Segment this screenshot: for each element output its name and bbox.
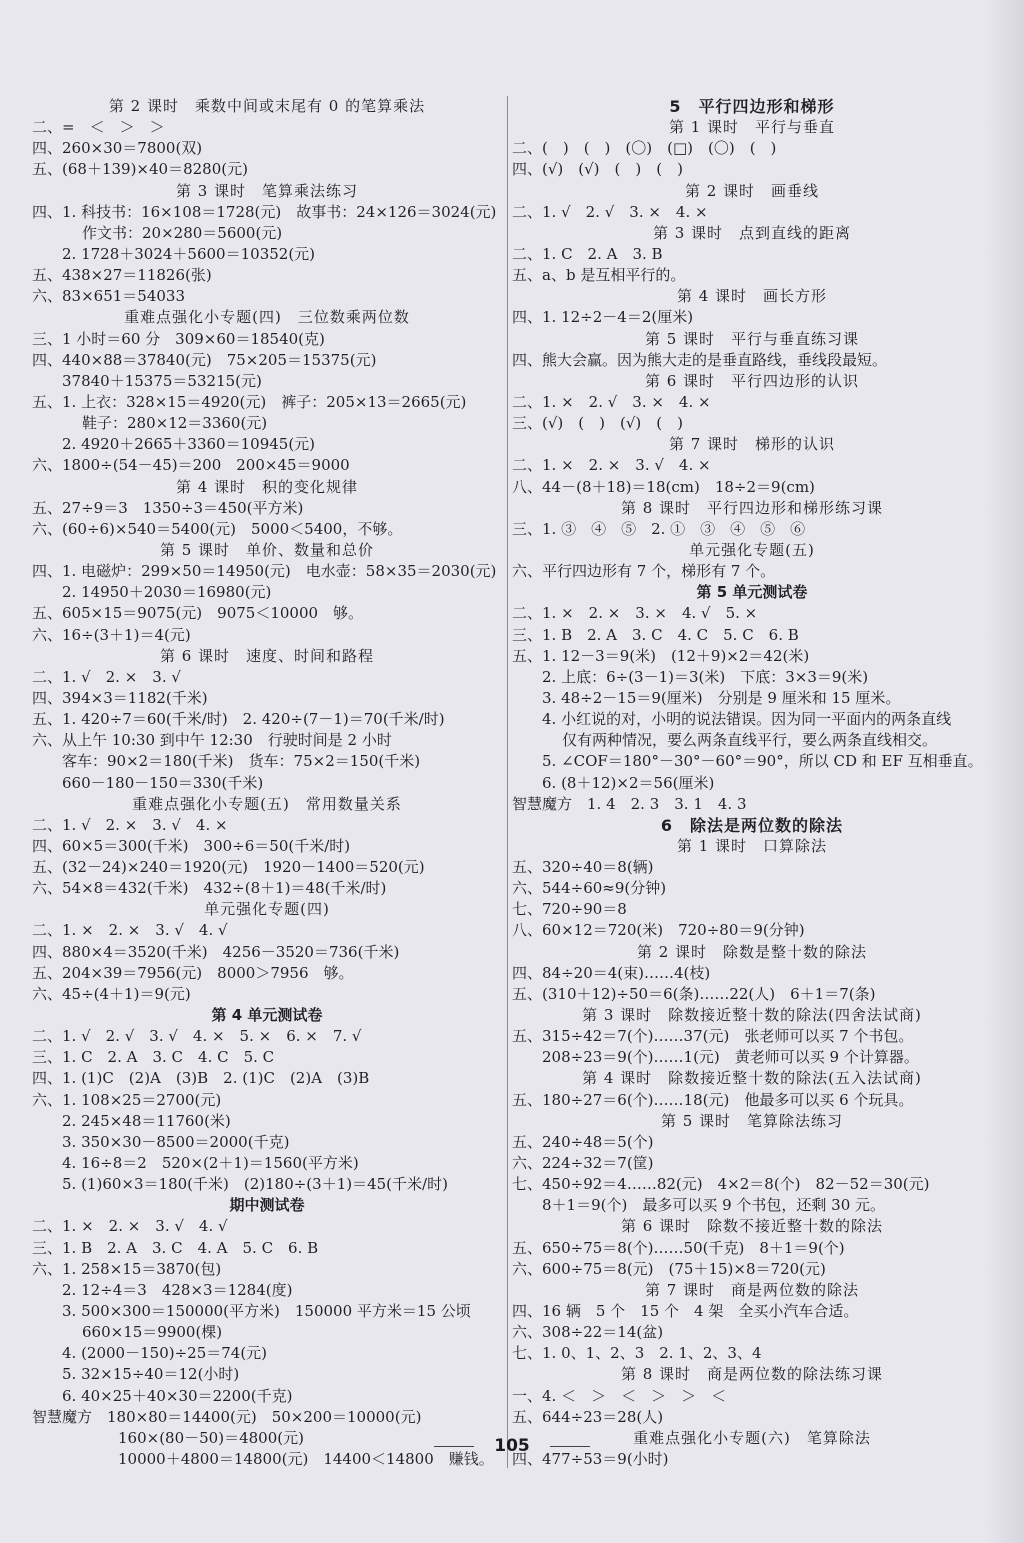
section-heading: 重难点强化小专题(四) 三位数乘两位数 xyxy=(124,308,410,327)
section-heading: 第 6 课时 除数不接近整十数的除法 xyxy=(620,1217,884,1236)
answer-line: 5. 32×15÷40＝12(小时) xyxy=(62,1365,240,1384)
section-heading: 第 4 单元测试卷 xyxy=(211,1006,323,1025)
answer-line: 八、60×12＝720(米) 720÷80＝9(分钟) xyxy=(512,921,805,940)
section-heading: 第 2 课时 画垂线 xyxy=(684,181,820,200)
answer-line: 10000＋4800＝14800(元) 14400＜14800 赚钱。 xyxy=(118,1450,494,1468)
answer-line: 2. 12÷4＝3 428×3＝1284(度) xyxy=(62,1280,293,1299)
answer-line: 五、204×39＝7956(元) 8000＞7956 够。 xyxy=(32,963,354,982)
answer-line: 五、1. 12－3＝9(米) (12＋9)×2＝42(米) xyxy=(512,646,810,665)
answer-line: 四、477÷53＝9(小时) xyxy=(512,1450,669,1468)
section-heading: 6 除法是两位数的除法 xyxy=(660,815,844,835)
answer-line: 4. (2000－150)÷25＝74(元) xyxy=(62,1344,268,1363)
section-heading: 第 7 课时 梯形的认识 xyxy=(668,435,836,454)
answer-line: 5. ∠COF＝180°－30°－60°＝90°，所以 CD 和 EF 互相垂直。 xyxy=(542,752,983,771)
section-heading: 第 5 课时 平行与垂直练习课 xyxy=(644,329,860,348)
section-heading: 5 平行四边形和梯形 xyxy=(669,97,835,116)
answer-line: 六、平行四边形有 7 个，梯形有 7 个。 xyxy=(512,562,776,581)
answer-line: 六、45÷(4＋1)＝9(元) xyxy=(32,984,191,1003)
section-heading: 第 4 课时 除数接近整十数的除法(五入法试商) xyxy=(582,1069,922,1088)
answer-line: 2. 上底：6÷(3－1)＝3(米) 下底：3×3＝9(米) xyxy=(542,667,869,686)
section-heading: 第 7 课时 商是两位数的除法 xyxy=(644,1280,860,1299)
answer-line: 二、1. √ 2. × 3. √ 4. × xyxy=(32,815,228,834)
answer-line: 五、320÷40＝8(辆) xyxy=(512,858,654,877)
section-heading: 第 8 课时 平行四边形和梯形练习课 xyxy=(620,498,884,517)
answer-line: 三、1. B 2. A 3. C 4. C 5. C 6. B xyxy=(512,625,799,644)
answer-line: 客车：90×2＝180(千米) 货车：75×2＝150(千米) xyxy=(62,752,421,771)
answer-line: 二、1. × 2. × 3. × 4. √ 5. × xyxy=(512,604,758,623)
answer-line: 四、(√) (√) ( ) ( ) xyxy=(512,160,683,179)
answer-line: 四、440×88＝37840(元) 75×205＝15375(元) xyxy=(32,350,377,369)
answer-line: 五、180÷27＝6(个)……18(元) 他最多可以买 6 个玩具。 xyxy=(512,1090,914,1109)
answer-line: 2. 1728＋3024＋5600＝10352(元) xyxy=(62,244,316,263)
section-heading: 第 4 课时 积的变化规律 xyxy=(175,477,359,496)
section-heading: 重难点强化小专题(五) 常用数量关系 xyxy=(132,794,402,813)
section-heading: 期中测试卷 xyxy=(229,1196,305,1215)
answer-line: 五、240÷48＝5(个) xyxy=(512,1132,654,1151)
section-heading: 第 5 课时 笔算除法练习 xyxy=(660,1111,844,1130)
answer-line: 四、熊大会赢。因为熊大走的是垂直路线，垂线段最短。 xyxy=(512,350,888,369)
answer-line: 五、315÷42＝7(个)……37(元) 张老师可以买 7 个书包。 xyxy=(512,1027,914,1046)
answer-line: 六、1. 108×25＝2700(元) xyxy=(32,1090,222,1109)
answer-line: 五、(310＋12)÷50＝6(条)……22(人) 6＋1＝7(条) xyxy=(512,984,876,1003)
footer-dash-right xyxy=(550,1446,590,1447)
answer-line: 五、a、b 是互相平行的。 xyxy=(512,266,686,285)
answer-line: 六、83×651＝54033 xyxy=(32,287,186,306)
section-heading: 第 3 课时 除数接近整十数的除法(四舍法试商) xyxy=(582,1006,922,1025)
answer-line: 二、1. × 2. × 3. √ 4. √ xyxy=(32,921,228,940)
answer-line: 3. 500×300＝150000(平方米) 150000 平方米＝15 公顷 xyxy=(62,1302,471,1321)
answer-column-right xyxy=(512,96,992,1470)
answer-line: 四、1. 科技书：16×108＝1728(元) 故事书：24×126＝3024(元) xyxy=(32,202,497,221)
section-heading: 第 4 课时 画长方形 xyxy=(676,287,828,306)
answer-line: 六、1. 258×15＝3870(包) xyxy=(32,1259,222,1278)
answer-line: 2. 14950＋2030＝16980(元) xyxy=(62,583,272,602)
answer-line: 智慧魔方 1. 4 2. 3 3. 1 4. 3 xyxy=(512,794,747,813)
page-footer xyxy=(0,1436,1024,1456)
answer-line: 三、1. ③ ④ ⑤ 2. ① ③ ④ ⑤ ⑥ xyxy=(512,519,806,538)
answer-line: 四、260×30＝7800(双) xyxy=(32,139,203,158)
answer-line: 208÷23＝9(个)……1(元) 黄老师可以买 9 个计算器。 xyxy=(542,1048,919,1067)
answer-line: 五、(32－24)×240＝1920(元) 1920－1400＝520(元) xyxy=(32,858,425,877)
answer-line: 六、544÷60≈9(分钟) xyxy=(512,879,667,898)
answer-line: 作文书：20×280＝5600(元) xyxy=(82,223,283,242)
answer-line: 四、1. 电磁炉：299×50＝14950(元) 电水壶：58×35＝2030(元) xyxy=(32,562,497,581)
answer-line: 三、(√) ( ) (√) ( ) xyxy=(512,414,683,433)
answer-line: 2. 4920＋2665＋3360＝10945(元) xyxy=(62,435,316,454)
column-divider xyxy=(507,96,508,1468)
answer-line: 三、1. C 2. A 3. C 4. C 5. C xyxy=(32,1048,275,1067)
section-heading: 第 8 课时 商是两位数的除法练习课 xyxy=(620,1365,884,1384)
answer-line: 37840＋15375＝53215(元) xyxy=(62,371,262,390)
section-heading: 单元强化专题(五) xyxy=(689,540,815,559)
answer-line: 二、1. √ 2. √ 3. √ 4. × 5. × 6. × 7. √ xyxy=(32,1027,362,1046)
answer-line: 六、224÷32＝7(筐) xyxy=(512,1154,654,1173)
section-heading: 第 6 课时 速度、时间和路程 xyxy=(159,646,375,665)
answer-line: 六、54×8＝432(千米) 432÷(8＋1)＝48(千米/时) xyxy=(32,879,387,898)
answer-line: 二、1. √ 2. √ 3. × 4. × xyxy=(512,202,708,221)
answer-line: 二、1. × 2. √ 3. × 4. × xyxy=(512,392,711,411)
answer-line: 五、(68＋139)×40＝8280(元) xyxy=(32,160,248,179)
answer-line: 四、1. (1)C (2)A (3)B 2. (1)C (2)A (3)B xyxy=(32,1069,370,1088)
answer-line: 二、1. × 2. × 3. √ 4. × xyxy=(512,456,711,475)
answer-line: 3. 350×30－8500＝2000(千克) xyxy=(62,1132,290,1151)
section-heading: 重难点强化小专题(六) 笔算除法 xyxy=(633,1428,871,1447)
section-heading: 第 2 课时 除数是整十数的除法 xyxy=(636,942,868,961)
section-heading: 第 5 课时 单价、数量和总价 xyxy=(159,540,375,559)
answer-line: 6. 40×25＋40×30＝2200(千克) xyxy=(62,1386,293,1405)
section-heading: 第 1 课时 平行与垂直 xyxy=(668,118,836,137)
answer-line: 智慧魔方 180×80＝14400(元) 50×200＝10000(元) xyxy=(32,1407,422,1426)
answer-line: 仅有两种情况，要么两条直线平行，要么两条直线相交。 xyxy=(562,731,938,750)
answer-line: 六、600÷75＝8(元) (75＋15)×8＝720(元) xyxy=(512,1259,826,1278)
answer-line: 四、60×5＝300(千米) 300÷6＝50(千米/时) xyxy=(32,836,351,855)
answer-line: 5. (1)60×3＝180(千米) (2)180÷(3＋1)＝45(千米/时) xyxy=(62,1175,448,1194)
answer-line: 七、720÷90＝8 xyxy=(512,900,627,919)
answer-line: 七、1. 0、1、2、3 2. 1、2、3、4 xyxy=(512,1344,762,1363)
answer-line: 二、1. C 2. A 3. B xyxy=(512,244,663,263)
section-heading: 第 2 课时 乘数中间或末尾有 0 的笔算乘法 xyxy=(108,97,426,115)
answer-line: 六、16÷(3＋1)＝4(元) xyxy=(32,625,191,644)
answer-line: 五、27÷9＝3 1350÷3＝450(平方米) xyxy=(32,498,304,517)
answer-line: 五、438×27＝11826(张) xyxy=(32,266,212,285)
answer-line: 七、450÷92＝4……82(元) 4×2＝8(个) 82－52＝30(元) xyxy=(512,1175,930,1194)
answer-line: 八、44－(8＋18)＝18(cm) 18÷2＝9(cm) xyxy=(512,477,815,496)
answer-line: 660×15＝9900(棵) xyxy=(82,1323,223,1342)
answer-line: 3. 48÷2－15＝9(厘米) 分别是 9 厘米和 15 厘米。 xyxy=(542,688,901,707)
answer-line: 2. 245×48＝11760(米) xyxy=(62,1111,231,1130)
footer-dash-left xyxy=(434,1446,474,1447)
section-heading: 单元强化专题(四) xyxy=(204,900,330,919)
answer-line: 四、394×3＝1182(千米) xyxy=(32,688,208,707)
answer-line: 四、16 辆 5 个 15 个 4 架 全买小汽车合适。 xyxy=(512,1302,859,1321)
answer-line: 4. 小红说的对，小明的说法错误。因为同一平面内的两条直线 xyxy=(542,710,952,729)
answer-line: 8＋1＝9(个) 最多可以买 9 个书包，还剩 30 元。 xyxy=(542,1196,886,1215)
answer-line: 160×(80－50)＝4800(元) xyxy=(118,1428,304,1447)
answer-line: 六、308÷22＝14(盆) xyxy=(512,1323,664,1342)
answer-line: 六、从上午 10:30 到中午 12:30 行驶时间是 2 小时 xyxy=(32,731,392,750)
section-heading: 第 1 课时 口算除法 xyxy=(676,836,828,855)
answer-line: 二、= ＜ ＞ ＞ xyxy=(32,118,165,137)
answer-line: 四、84÷20＝4(束)……4(枝) xyxy=(512,963,711,982)
answer-line: 二、1. × 2. × 3. √ 4. √ xyxy=(32,1217,228,1236)
answer-line: 二、1. √ 2. × 3. √ xyxy=(32,667,181,686)
answer-column-left xyxy=(32,96,502,1470)
section-heading: 第 5 单元测试卷 xyxy=(696,583,808,602)
answer-line: 二、( ) ( ) (〇) (□) (〇) ( ) xyxy=(512,139,777,158)
page-number: 105 xyxy=(494,1436,530,1456)
answer-line: 六、(60÷6)×540＝5400(元) 5000＜5400，不够。 xyxy=(32,519,403,538)
answer-line: 五、650÷75＝8(个)……50(千克) 8＋1＝9(个) xyxy=(512,1238,845,1257)
answer-line: 五、1. 上衣：328×15＝4920(元) 裤子：205×13＝2665(元) xyxy=(32,392,467,411)
answer-line: 五、605×15＝9075(元) 9075＜10000 够。 xyxy=(32,604,364,623)
answer-line: 六、1800÷(54－45)＝200 200×45＝9000 xyxy=(32,456,350,475)
answer-line: 三、1. B 2. A 3. C 4. A 5. C 6. B xyxy=(32,1238,319,1257)
answer-line: 660－180－150＝330(千米) xyxy=(62,773,264,792)
answer-line: 三、1 小时＝60 分 309×60＝18540(克) xyxy=(32,329,325,348)
section-heading: 第 3 课时 点到直线的距离 xyxy=(652,223,852,242)
answer-line: 4. 16÷8＝2 520×(2＋1)＝1560(平方米) xyxy=(62,1154,359,1173)
answer-line: 五、1. 420÷7＝60(千米/时) 2. 420÷(7－1)＝70(千米/时) xyxy=(32,710,445,729)
section-heading: 第 3 课时 笔算乘法练习 xyxy=(175,181,359,200)
answer-line: 鞋子：280×12＝3360(元) xyxy=(82,414,268,433)
answer-line: 五、644÷23＝28(人) xyxy=(512,1407,664,1426)
section-heading: 第 6 课时 平行四边形的认识 xyxy=(644,371,860,390)
answer-line: 6. (8＋12)×2＝56(厘米) xyxy=(542,773,715,792)
answer-line: 四、1. 12÷2－4＝2(厘米) xyxy=(512,308,694,327)
answer-line: 四、880×4＝3520(千米) 4256－3520＝736(千米) xyxy=(32,942,400,961)
answer-line: 一、4. ＜ ＞ ＜ ＞ ＞ ＜ xyxy=(512,1386,727,1405)
